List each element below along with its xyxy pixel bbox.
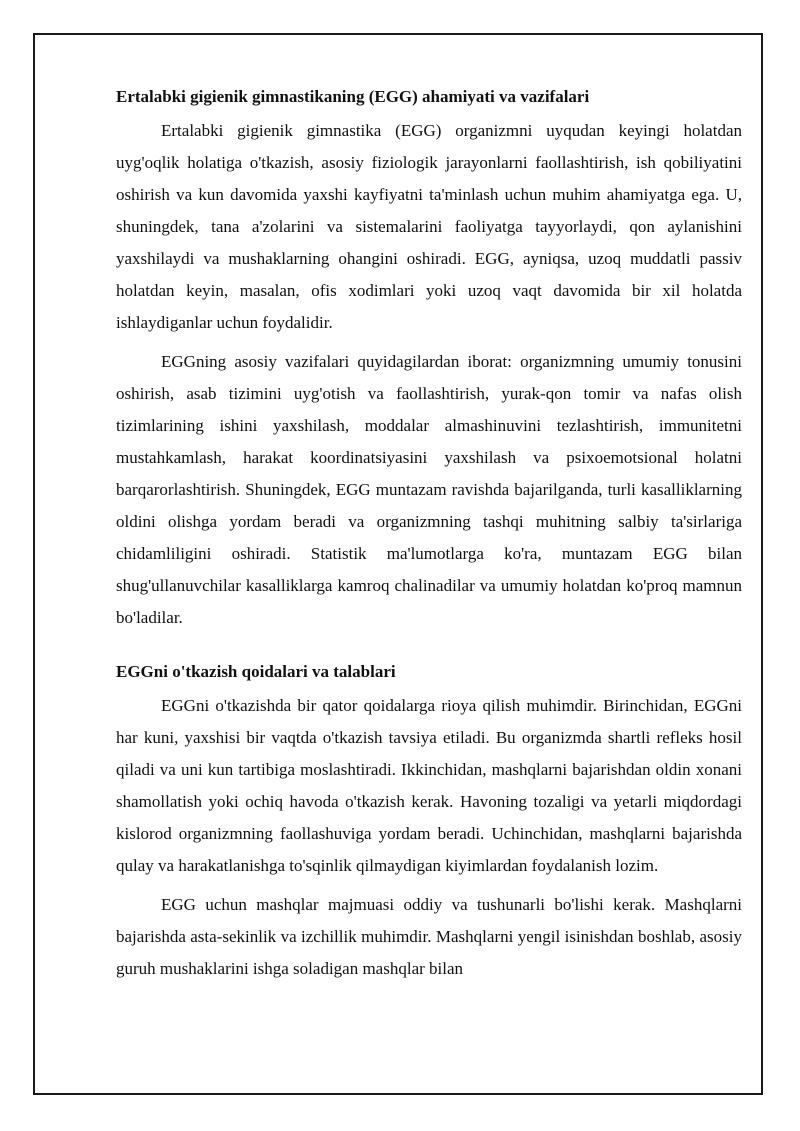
paragraph: EGGni o'tkazishda bir qator qoidalarga rioya qilish muhimdir. Birinchidan, EGGni har kuni, yaxshisi bir vaqtda o'tkazish tavsiya etiladi. Bu organizmda shartli refleks hosil qiladi va uni kun tartibiga moslashtiradi. Ikkinchidan, mashqlarni bajarishdan oldin xonani shamollatish yoki ochiq havoda o'tkazish kerak. Havoning tozaligi va yetarli miqdordagi kislorod organizmning faollashuviga yordam beradi. Uchinchidan, mashqlarni bajarishda qulay va harakatlanishga to'sqinlik qilmaydigan kiyimlardan foydalanish lozim. [116,696,742,875]
paragraph: EGG uchun mashqlar majmuasi oddiy va tushunarli bo'lishi kerak. Mashqlarni bajarishda asta-sekinlik va izchillik muhimdir. Mashqlarni yengil isinishdan boshlab, asosiy guruh mushaklarini ishga soladigan mashqlar bilan [116,895,742,978]
paragraph: EGGning asosiy vazifalari quyidagilardan iborat: organizmning umumiy tonusini oshirish, asab tizimini uyg'otish va faollashtirish, yurak-qon tomir va nafas olish tizimlarining ishini yaxshilash, moddalar almashinuvini tezlashtirish, immunitetni mustahkamlash, harakat koordinatsiyasini yaxshilash va psixoemotsional holatni barqarorlashtirish. Shuningdek, EGG muntazam ravishda bajarilganda, turli kasalliklarning oldini olishga yordam beradi va organizmning tashqi muhitning salbiy ta'sirlariga chidamliligini oshiradi. Statistik ma'lumotlarga ko'ra, muntazam EGG bilan shug'ullanuvchilar kasalliklarga kamroq chalinadilar va umumiy holatdan ko'proq mamnun bo'ladilar. [116,352,742,627]
section-heading-rules: EGGni o'tkazish qoidalari va talablari [116,662,396,681]
document-body [116,85,742,985]
section-heading-importance: Ertalabki gigienik gimnastikaning (EGG) ahamiyati va vazifalari [116,87,590,106]
paragraph: Ertalabki gigienik gimnastika (EGG) organizmni uyqudan keyingi holatdan uyg'oqlik holatiga o'tkazish, asosiy fiziologik jarayonlarni faollashtirish, ish qobiliyatini oshirish va kun davomida yaxshi kayfiyatni ta'minlash uchun muhim ahamiyatga ega. U, shuningdek, tana a'zolarini va sistemalarini faoliyatga tayyorlaydi, qon aylanishini yaxshilaydi va mushaklarning ohangini oshiradi. EGG, ayniqsa, uzoq muddatli passiv holatdan keyin, masalan, ofis xodimlari yoki uzoq vaqt davomida bir xil holatda ishlaydiganlar uchun foydalidir. [116,121,742,332]
